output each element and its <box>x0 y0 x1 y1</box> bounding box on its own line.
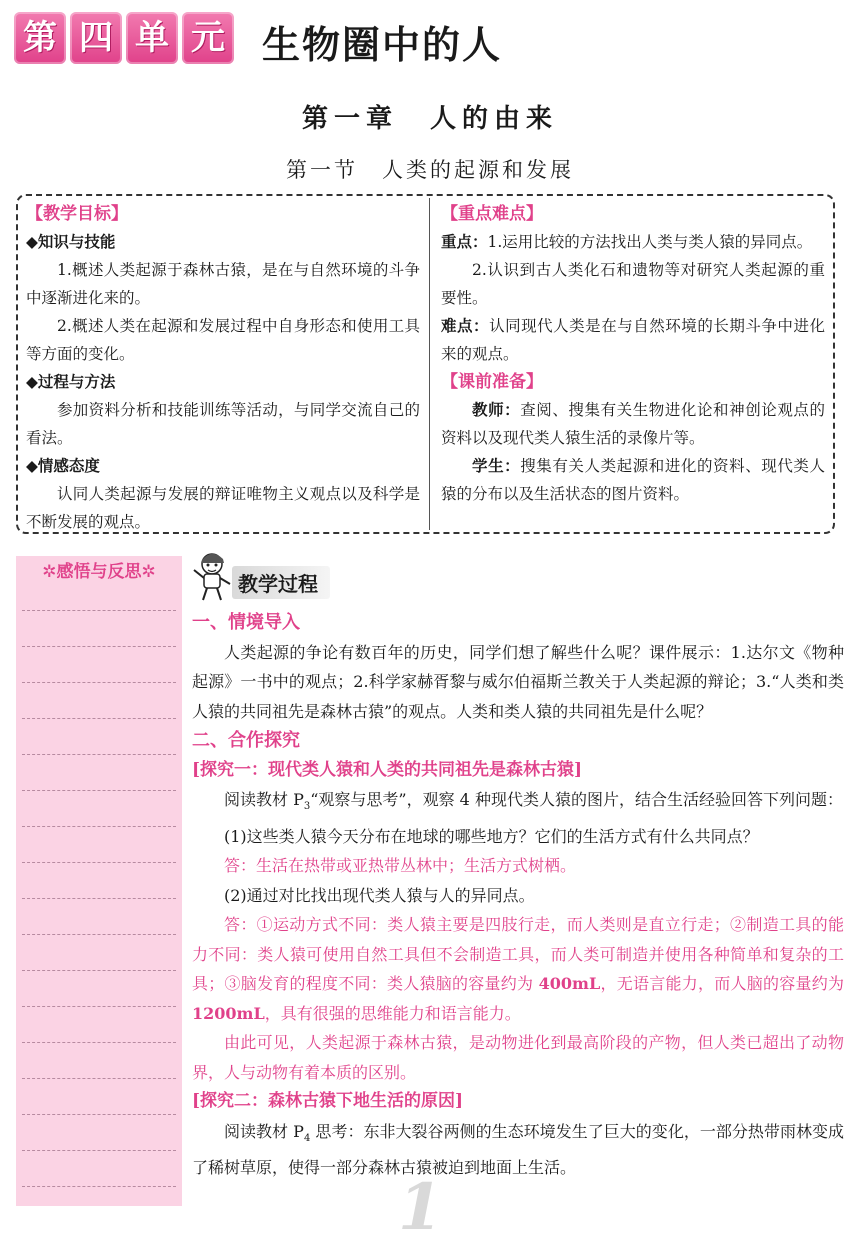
answer-2 <box>192 910 844 1028</box>
knowledge-item-2: 2.概述人类在起源和发展过程中自身形态和使用工具等方面的变化。 <box>26 317 420 363</box>
teacher-prep <box>441 396 825 452</box>
page-number: 1 <box>398 1170 443 1245</box>
sidebar-writing-line <box>22 718 176 719</box>
sidebar-writing-line <box>22 826 176 827</box>
sidebar-writing-line <box>22 934 176 935</box>
unit-char-2: 四 <box>70 12 122 64</box>
explore-2-intro-b: 思考：东非大裂谷两侧的生态环境发生了巨大的变化，一部分热带雨林变成了稀树草原，使得一部分森林古猿被迫到地面上生活。 <box>192 1121 844 1178</box>
question-1: (1)这些类人猿今天分布在地球的哪些地方？它们的生活方式有什么共同点？ <box>224 826 759 846</box>
sidebar-writing-line <box>22 646 176 647</box>
explore-2-intro <box>192 1117 844 1183</box>
reflection-sidebar <box>16 556 182 1206</box>
unit-char-4: 元 <box>182 12 234 64</box>
explore-1-intro-b: “观察与思考”，观察 4 种现代类人猿的图片，结合生活经验回答下列问题： <box>310 790 843 809</box>
answer-2-human-volume: 1200mL <box>192 1003 265 1023</box>
chapter-title: 第一章 人的由来 <box>301 104 558 134</box>
emotion-item: 认同人类起源与发展的辩证唯物主义观点以及科学是不断发展的观点。 <box>26 485 420 531</box>
sidebar-writing-line <box>22 1078 176 1079</box>
explore-2-heading: [探究二：森林古猿下地生活的原因] <box>192 1091 464 1112</box>
sidebar-writing-line <box>22 898 176 899</box>
teacher-label: 教师： <box>472 401 521 419</box>
student-label: 学生： <box>472 457 521 475</box>
explore-2-intro-a: 阅读教材 P <box>224 1121 304 1141</box>
sidebar-writing-line <box>22 1114 176 1115</box>
sidebar-writing-line <box>22 682 176 683</box>
conclusion: 由此可见，人类起源于森林古猿，是动物进化到最高阶段的产物，但人类已超出了动物界，人与动物有着本质的区别。 <box>192 1033 844 1082</box>
prep-title: 【课前准备】 <box>441 372 543 392</box>
objectives-title: 【教学目标】 <box>26 204 128 224</box>
process-method-item: 参加资料分析和技能训练等活动，与同学交流自己的看法。 <box>26 401 420 447</box>
explore-1-page-sub: 3 <box>303 801 311 813</box>
emotion-heading: ◆情感态度 <box>26 457 100 475</box>
unit-banner <box>14 12 234 64</box>
answer-2-part-a: 答：①运动方式不同：类人猿主要是四肢行走，而人类则是直立行走；②制造工具的能力不同：类人猿可使用自然工具但不会制造工具，而人类可制造并使用各种简单和复杂的工具；③脑发育的程度不同：类人猿脑的容量约为 <box>192 915 844 994</box>
difficulty-point <box>441 312 825 368</box>
sidebar-writing-line <box>22 970 176 971</box>
sidebar-writing-line <box>22 754 176 755</box>
sidebar-writing-line <box>22 1042 176 1043</box>
difficulty-text: 认同现代人类是在与自然环境的长期斗争中进化来的观点。 <box>441 317 825 363</box>
student-prep <box>441 452 825 508</box>
explore-2-page-sub: 4 <box>303 1132 311 1144</box>
answer-1: 答：生活在热带或亚热带丛林中；生活方式树栖。 <box>224 856 577 876</box>
process-method-heading: ◆过程与方法 <box>26 373 116 391</box>
objectives-column <box>26 200 420 536</box>
answer-2-ape-volume: 400mL <box>538 974 601 994</box>
unit-char-3: 单 <box>126 12 178 64</box>
section-title: 第一节 人类的起源和发展 <box>286 158 574 182</box>
unit-title: 生物圈中的人 <box>262 23 503 67</box>
answer-2-part-c: ，无语言能力，而人脑的容量约为 <box>600 974 844 994</box>
teaching-process-content <box>192 608 844 1183</box>
section-1-heading: 一、情境导入 <box>192 612 300 633</box>
teaching-process-title: 教学过程 <box>232 566 330 599</box>
key-point-2: 2.认识到古人类化石和遗物等对研究人类起源的重要性。 <box>441 261 825 307</box>
knowledge-item-1: 1.概述人类起源于森林古猿，是在与自然环境的斗争中逐渐进化来的。 <box>26 261 420 307</box>
student-text: 搜集有关人类起源和进化的资料、现代类人猿的分布以及生活状态的图片资料。 <box>441 457 825 503</box>
key-text-1: 1.运用比较的方法找出人类与类人猿的异同点。 <box>487 233 813 251</box>
sidebar-writing-line <box>22 790 176 791</box>
objectives-divider <box>429 198 430 530</box>
teacher-text: 查阅、搜集有关生物进化论和神创论观点的资料以及现代类人猿生活的录像片等。 <box>441 401 825 447</box>
unit-char-1: 第 <box>14 12 66 64</box>
sidebar-writing-line <box>22 862 176 863</box>
difficulty-label: 难点： <box>441 317 490 335</box>
section-1-text: 人类起源的争论有数百年的历史，同学们想了解些什么呢？课件展示：1.达尔文《物种起源》一书中的观点；2.科学家赫胥黎与威尔伯福斯兰教关于人类起源的辩论；3.“人类和类人猿的共同祖先是森林古猿”的观点。人类和类人猿的共同祖先是什么呢？ <box>192 642 844 721</box>
reflection-title: ✲感悟与反思✲ <box>42 562 156 582</box>
explore-1-intro <box>192 785 844 822</box>
explore-1-heading: [探究一：现代类人猿和人类的共同祖先是森林古猿] <box>192 759 583 780</box>
sidebar-writing-line <box>22 1006 176 1007</box>
sidebar-writing-line <box>22 1150 176 1151</box>
student-mascot-icon <box>190 550 236 602</box>
sidebar-writing-line <box>22 610 176 611</box>
key-point-1 <box>441 228 825 256</box>
sidebar-writing-line <box>22 1186 176 1187</box>
question-2: (2)通过对比找出现代类人猿与人的异同点。 <box>224 885 535 905</box>
key-points-column <box>441 200 825 508</box>
key-label: 重点： <box>441 233 488 251</box>
key-points-title: 【重点难点】 <box>441 204 543 224</box>
answer-2-part-e: ，具有很强的思维能力和语言能力。 <box>264 1003 521 1023</box>
explore-1-intro-a: 阅读教材 P <box>224 790 304 809</box>
knowledge-heading: ◆知识与技能 <box>26 233 116 251</box>
section-2-heading: 二、合作探究 <box>192 730 300 751</box>
